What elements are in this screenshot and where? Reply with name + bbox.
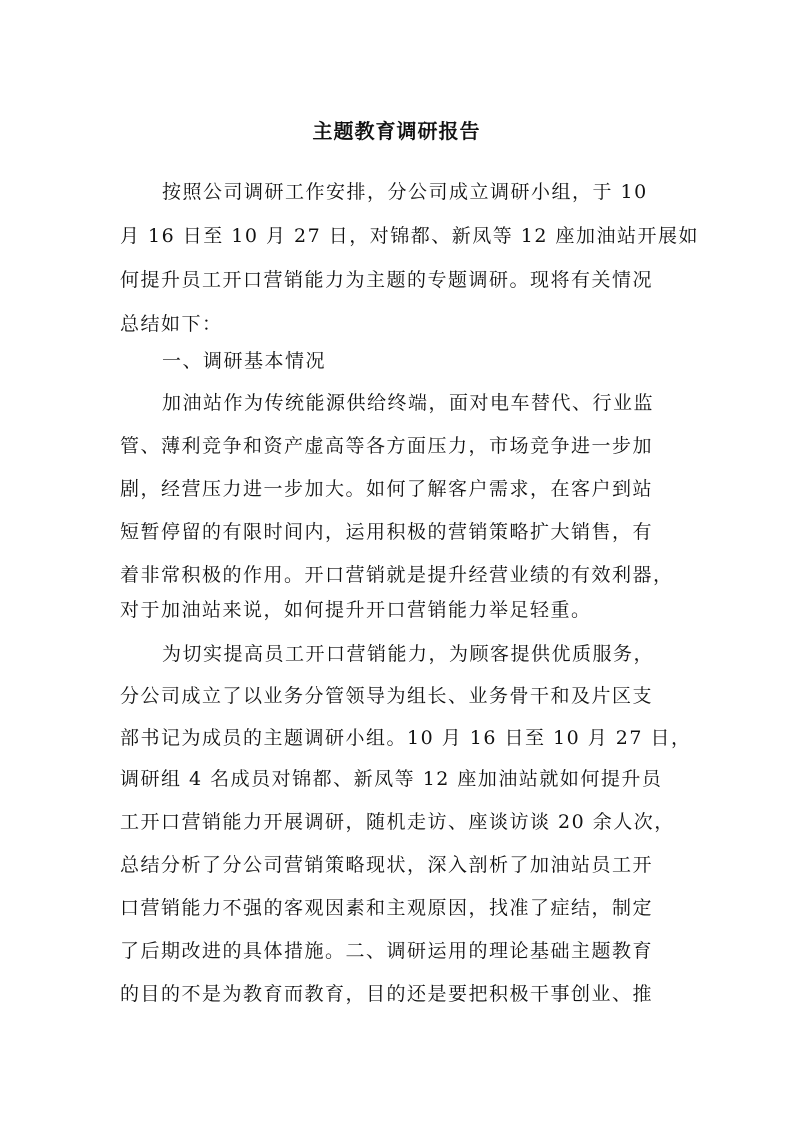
paragraph-line: 短暂停留的有限时间内，运用积极的营销策略扩大销售，有 [120, 521, 654, 543]
paragraph-line: 管、薄利竞争和资产虚高等各方面压力，市场竞争进一步加 [120, 435, 654, 457]
paragraph-line: 分公司成立了以业务分管领导为组长、业务骨干和及片区支 [120, 685, 654, 707]
paragraph-line: 总结分析了分公司营销策略现状，深入剖析了加油站员工开 [120, 854, 654, 876]
paragraph-line: 了后期改进的具体措施。二、调研运用的理论基础主题教育 [120, 940, 654, 962]
paragraph-line: 为切实提高员工开口营销能力，为顾客提供优质服务， [162, 643, 655, 665]
paragraph-line: 部书记为成员的主题调研小组。10 月 16 日至 10 月 27 日， [120, 727, 692, 749]
paragraph-line: 按照公司调研工作安排，分公司成立调研小组，于 10 [162, 181, 648, 203]
paragraph-line: 剧，经营压力进一步加大。如何了解客户需求，在客户到站 [120, 478, 654, 500]
paragraph-line: 月 16 日至 10 月 27 日，对锦都、新凤等 12 座加油站开展如 [120, 225, 700, 247]
paragraph-line: 口营销能力不强的客观因素和主观原因，找准了症结，制定 [120, 897, 654, 919]
paragraph-line: 的目的不是为教育而教育，目的还是要把积极干事创业、推 [120, 983, 654, 1005]
paragraph-line: 调研组 4 名成员对锦都、新凤等 12 座加油站就如何提升员 [120, 768, 663, 790]
section-heading: 一、调研基本情况 [162, 350, 327, 372]
document-title: 主题教育调研报告 [312, 119, 481, 143]
paragraph-line: 着非常积极的作用。开口营销就是提升经营业绩的有效利器， [120, 564, 674, 586]
paragraph-line: 何提升员工开口营销能力为主题的专题调研。现将有关情况 [120, 269, 654, 291]
paragraph-line: 加油站作为传统能源供给终端，面对电车替代、行业监 [162, 392, 655, 414]
paragraph-line: 工开口营销能力开展调研，随机走访、座谈访谈 20 余人次， [120, 811, 675, 833]
paragraph-line: 对于加油站来说，如何提升开口营销能力举足轻重。 [120, 599, 592, 621]
paragraph-line: 总结如下： [120, 313, 223, 335]
